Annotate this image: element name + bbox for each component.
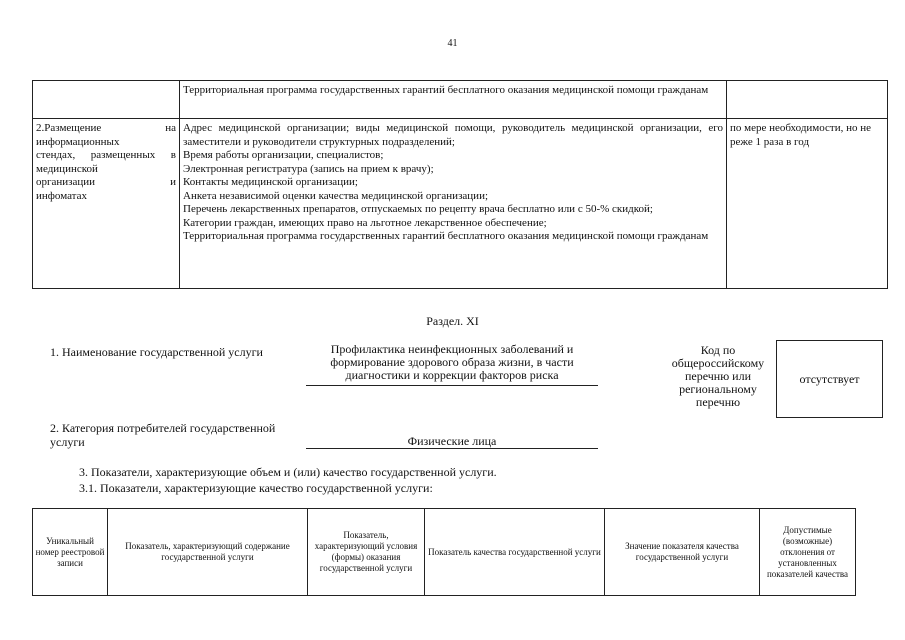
table-cell-frequency: по мере необходимости, но не реже 1 раза в год <box>727 119 888 289</box>
table-row <box>33 81 888 119</box>
table-cell-program: Территориальная программа государственных гарантий бесплатного оказания медицинской помощи гражданам <box>180 81 727 119</box>
consumer-category-underline <box>306 448 598 449</box>
placement-line: инфоматах <box>36 189 87 202</box>
section-title: Раздел. XI <box>426 314 479 328</box>
content-item: Категории граждан, имеющих право на льготное лекарственное обеспечение; <box>183 216 547 229</box>
header-registry-number: Уникальный номер реестровой записи <box>33 509 108 596</box>
consumer-category-label-line1: 2. Категория потребителей государственной <box>50 421 276 435</box>
consumer-category: Физические лица <box>407 434 497 448</box>
header-conditions-indicator: Показатель, характеризующий условия (формы) оказания государственной услуги <box>308 509 425 596</box>
table-cell-placement <box>33 119 180 289</box>
quality-indicators-heading: 3.1. Показатели, характеризующие качество государственной услуги: <box>79 481 433 495</box>
code-label: Код по общероссийскому перечню или региональному перечню <box>671 343 765 409</box>
content-item: Контакты медицинской организации; <box>183 176 358 188</box>
service-name: Профилактика неинфекционных заболеваний и формирование здорового образа жизни, в части диагностики и коррекции факторов риска <box>330 342 574 382</box>
content-item: Анкета независимой оценки качества медицинской организации; <box>183 189 489 202</box>
code-value: отсутствует <box>799 371 860 386</box>
service-name-label: 1. Наименование государственной услуги <box>50 345 263 359</box>
content-item: Электронная регистратура (запись на прием к врачу); <box>183 162 434 175</box>
quality-indicators-table <box>32 508 856 596</box>
service-name-underline <box>306 385 598 386</box>
content-item: Перечень лекарственных препаратов, отпускаемых по рецепту врача бесплатно или с 50-% скидкой; <box>183 203 653 215</box>
table-row <box>33 119 888 289</box>
placement-line: 2.Размещение на <box>36 122 176 134</box>
page-number: 41 <box>447 38 458 49</box>
table-header-row <box>33 509 856 596</box>
placement-line: информационных <box>36 135 120 148</box>
code-box <box>776 340 883 418</box>
content-item: Адрес медицинской организации; виды медицинской помощи, руководитель медицинской организации, его заместители и руководители структурных подразделений; <box>183 122 723 148</box>
table-cell-contents <box>180 119 727 289</box>
info-placement-table <box>32 80 888 289</box>
table-cell-empty <box>33 81 180 119</box>
header-allowed-deviations: Допустимые (возможные) отклонения от установленных показателей качества <box>760 509 856 596</box>
consumer-category-label-line2: услуги <box>50 435 85 449</box>
placement-line: организации и <box>36 176 176 188</box>
indicators-heading: 3. Показатели, характеризующие объем и (или) качество государственной услуги. <box>79 465 497 479</box>
content-item: Время работы организации, специалистов; <box>183 149 384 161</box>
placement-line: стендах, размещенных в <box>36 149 176 161</box>
header-content-indicator: Показатель, характеризующий содержание государственной услуги <box>108 509 308 596</box>
header-quality-indicator: Показатель качества государственной услуги <box>425 509 605 596</box>
placement-line: медицинской <box>36 162 98 175</box>
content-item: Территориальная программа государственных гарантий бесплатного оказания медицинской помощи гражданам <box>183 230 709 242</box>
table-cell-empty <box>727 81 888 119</box>
header-quality-value: Значение показателя качества государственной услуги <box>605 509 760 596</box>
